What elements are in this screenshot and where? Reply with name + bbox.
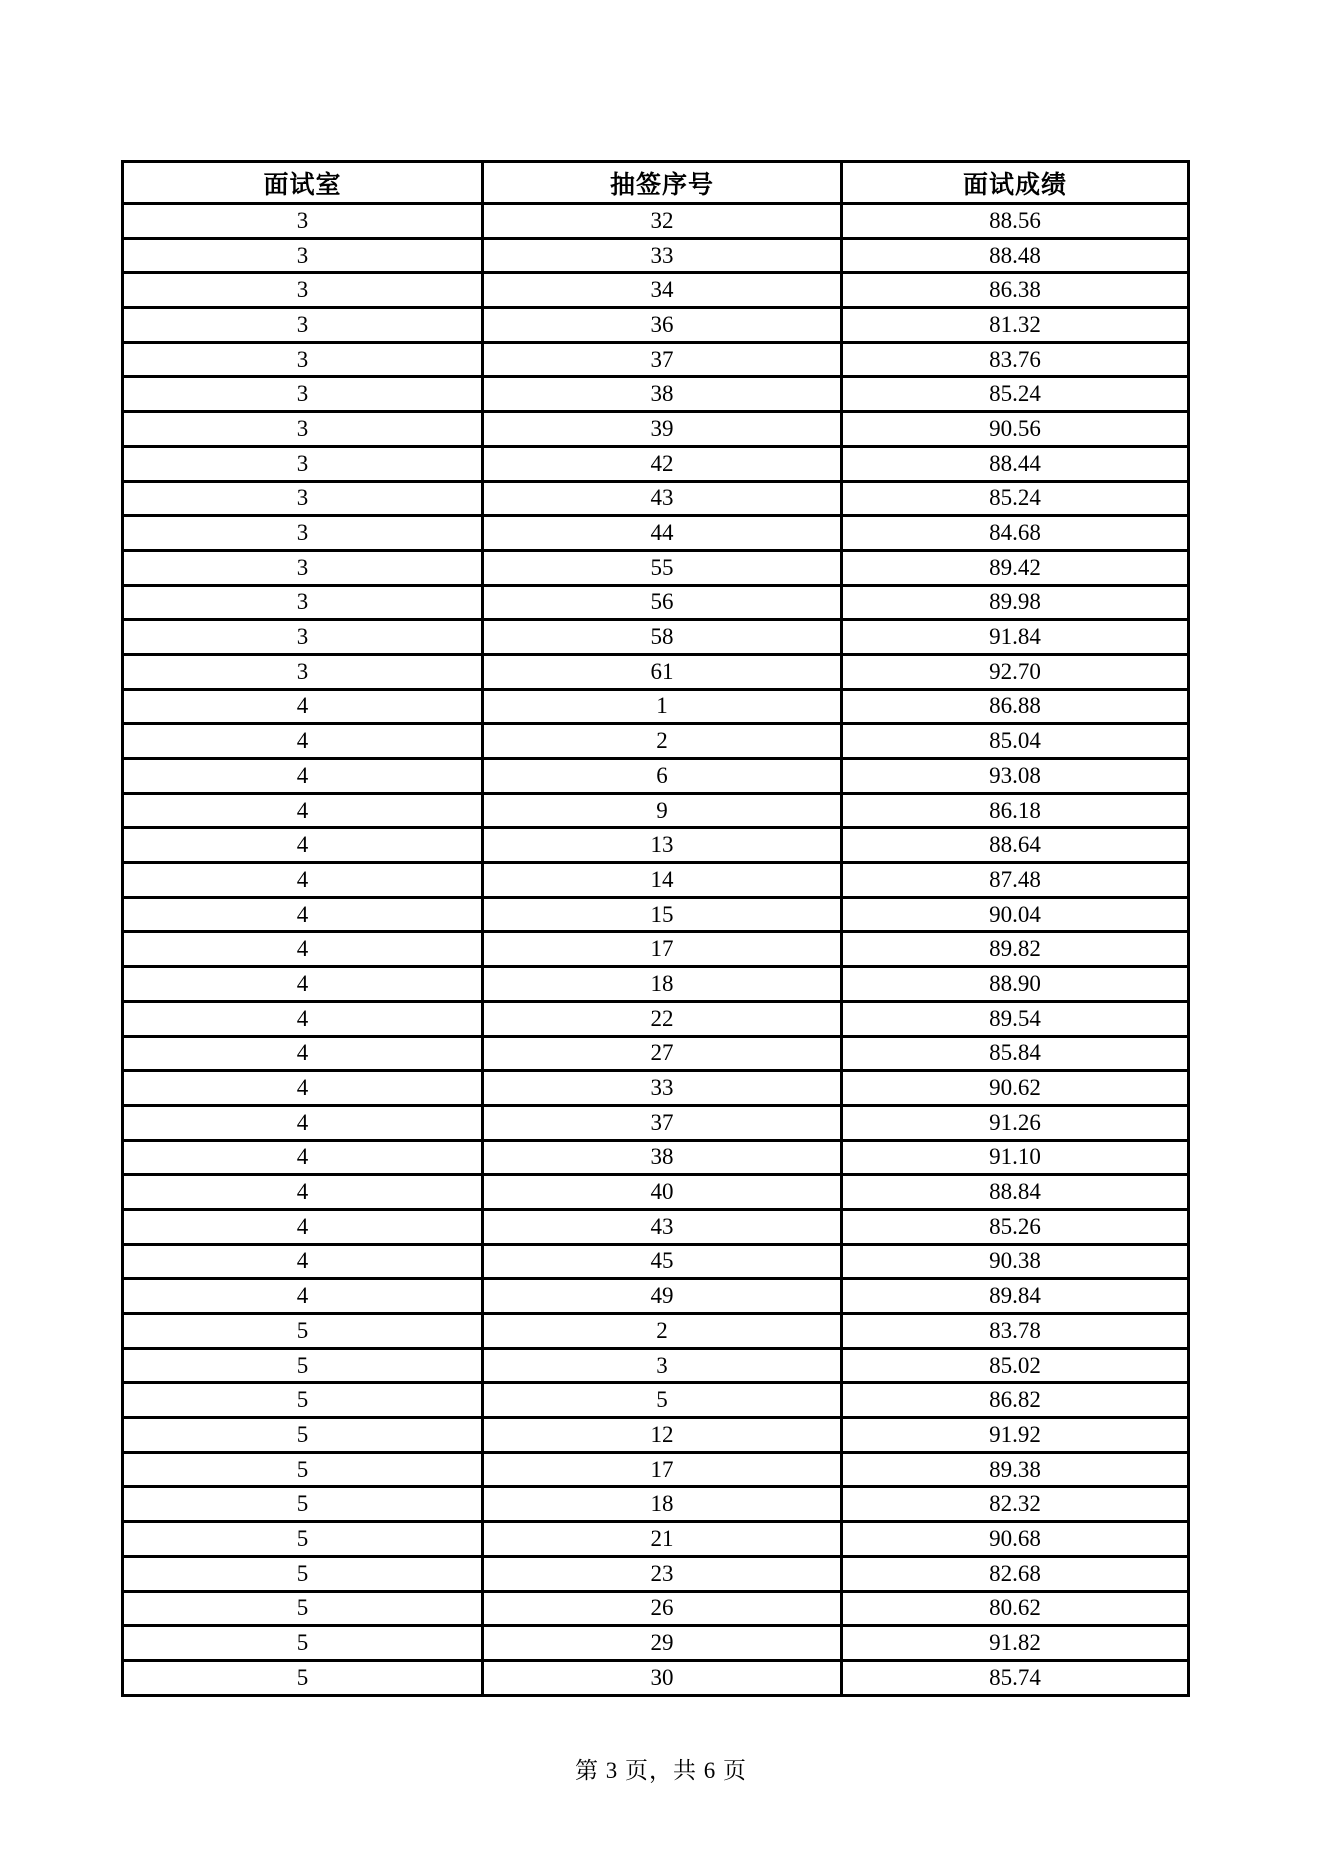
cell-interview-score: 90.56 [842,412,1189,447]
cell-draw-number: 37 [483,342,842,377]
cell-interview-score: 89.38 [842,1452,1189,1487]
table-header-row [123,162,1189,204]
cell-interview-room: 4 [123,1244,483,1279]
table-row [123,1244,1189,1279]
cell-interview-score: 85.26 [842,1209,1189,1244]
cell-interview-score: 90.04 [842,897,1189,932]
cell-interview-score: 84.68 [842,516,1189,551]
cell-draw-number: 38 [483,377,842,412]
cell-interview-score: 85.74 [842,1660,1189,1695]
cell-draw-number: 45 [483,1244,842,1279]
cell-draw-number: 36 [483,308,842,343]
cell-draw-number: 39 [483,412,842,447]
table-row [123,1348,1189,1383]
table-row [123,1105,1189,1140]
table-body [123,204,1189,1696]
cell-interview-score: 91.92 [842,1418,1189,1453]
cell-draw-number: 58 [483,620,842,655]
cell-interview-room: 3 [123,308,483,343]
cell-interview-room: 4 [123,863,483,898]
table-row [123,550,1189,585]
cell-interview-score: 88.90 [842,967,1189,1002]
table-row [123,1522,1189,1557]
cell-draw-number: 43 [483,1209,842,1244]
col-header-draw-number: 抽签序号 [483,162,842,204]
cell-interview-room: 4 [123,1105,483,1140]
table-row [123,1626,1189,1661]
cell-interview-room: 4 [123,1036,483,1071]
cell-interview-room: 5 [123,1348,483,1383]
cell-interview-score: 93.08 [842,759,1189,794]
cell-interview-room: 5 [123,1591,483,1626]
cell-interview-score: 86.18 [842,793,1189,828]
cell-interview-room: 3 [123,550,483,585]
cell-interview-room: 3 [123,377,483,412]
table-row [123,377,1189,412]
table-row [123,342,1189,377]
cell-interview-room: 5 [123,1314,483,1349]
cell-interview-room: 4 [123,689,483,724]
cell-draw-number: 49 [483,1279,842,1314]
table-row [123,1279,1189,1314]
cell-draw-number: 27 [483,1036,842,1071]
cell-interview-room: 4 [123,828,483,863]
table-row [123,1383,1189,1418]
cell-draw-number: 17 [483,932,842,967]
cell-interview-score: 81.32 [842,308,1189,343]
table-row [123,1175,1189,1210]
cell-interview-room: 4 [123,897,483,932]
cell-interview-score: 88.48 [842,238,1189,273]
cell-interview-score: 88.44 [842,446,1189,481]
cell-draw-number: 56 [483,585,842,620]
cell-interview-room: 3 [123,273,483,308]
table-row [123,1001,1189,1036]
cell-interview-room: 4 [123,759,483,794]
table-row [123,273,1189,308]
cell-interview-room: 4 [123,1279,483,1314]
cell-draw-number: 32 [483,204,842,239]
cell-draw-number: 26 [483,1591,842,1626]
table-row [123,1071,1189,1106]
cell-interview-room: 4 [123,1175,483,1210]
cell-interview-score: 85.84 [842,1036,1189,1071]
cell-interview-room: 4 [123,793,483,828]
table-row [123,204,1189,239]
cell-draw-number: 29 [483,1626,842,1661]
cell-draw-number: 15 [483,897,842,932]
cell-interview-score: 88.64 [842,828,1189,863]
table-row [123,585,1189,620]
cell-draw-number: 2 [483,1314,842,1349]
cell-draw-number: 30 [483,1660,842,1695]
cell-draw-number: 40 [483,1175,842,1210]
table-row [123,793,1189,828]
table-row [123,1314,1189,1349]
table-row [123,897,1189,932]
table-row [123,1556,1189,1591]
cell-interview-score: 85.24 [842,481,1189,516]
cell-interview-score: 89.98 [842,585,1189,620]
cell-interview-room: 5 [123,1556,483,1591]
cell-draw-number: 3 [483,1348,842,1383]
table-row [123,412,1189,447]
cell-interview-score: 86.38 [842,273,1189,308]
cell-draw-number: 13 [483,828,842,863]
cell-interview-score: 90.38 [842,1244,1189,1279]
cell-draw-number: 14 [483,863,842,898]
cell-interview-room: 3 [123,446,483,481]
cell-draw-number: 9 [483,793,842,828]
cell-interview-room: 3 [123,412,483,447]
cell-interview-room: 4 [123,932,483,967]
cell-interview-room: 3 [123,238,483,273]
cell-draw-number: 1 [483,689,842,724]
table-row [123,308,1189,343]
cell-draw-number: 38 [483,1140,842,1175]
cell-interview-score: 87.48 [842,863,1189,898]
table-row [123,724,1189,759]
cell-draw-number: 42 [483,446,842,481]
cell-draw-number: 6 [483,759,842,794]
cell-interview-score: 90.68 [842,1522,1189,1557]
cell-interview-score: 88.84 [842,1175,1189,1210]
cell-interview-room: 4 [123,724,483,759]
table-row [123,689,1189,724]
table-row [123,238,1189,273]
cell-interview-score: 89.84 [842,1279,1189,1314]
cell-interview-score: 86.82 [842,1383,1189,1418]
table-row [123,654,1189,689]
cell-interview-room: 3 [123,585,483,620]
cell-draw-number: 18 [483,967,842,1002]
cell-interview-room: 5 [123,1660,483,1695]
cell-draw-number: 34 [483,273,842,308]
cell-interview-score: 83.76 [842,342,1189,377]
table-row [123,1209,1189,1244]
page-number-footer: 第 3 页，共 6 页 [575,1758,747,1783]
col-header-interview-room: 面试室 [123,162,483,204]
cell-draw-number: 2 [483,724,842,759]
cell-interview-room: 5 [123,1452,483,1487]
cell-draw-number: 33 [483,1071,842,1106]
cell-interview-score: 89.54 [842,1001,1189,1036]
table-row [123,1036,1189,1071]
table-row [123,828,1189,863]
table-row [123,481,1189,516]
cell-draw-number: 23 [483,1556,842,1591]
cell-interview-score: 89.42 [842,550,1189,585]
cell-draw-number: 61 [483,654,842,689]
cell-interview-room: 5 [123,1487,483,1522]
cell-interview-score: 85.04 [842,724,1189,759]
cell-interview-room: 5 [123,1626,483,1661]
table-row [123,1487,1189,1522]
cell-interview-room: 4 [123,1209,483,1244]
table-row [123,516,1189,551]
table-row [123,967,1189,1002]
cell-interview-room: 4 [123,967,483,1002]
cell-interview-score: 88.56 [842,204,1189,239]
cell-draw-number: 43 [483,481,842,516]
cell-interview-score: 91.26 [842,1105,1189,1140]
cell-interview-score: 91.84 [842,620,1189,655]
interview-score-table [121,160,1190,1697]
cell-interview-room: 4 [123,1140,483,1175]
cell-interview-room: 4 [123,1001,483,1036]
cell-interview-score: 82.32 [842,1487,1189,1522]
cell-interview-room: 3 [123,516,483,551]
cell-interview-score: 83.78 [842,1314,1189,1349]
cell-interview-room: 3 [123,204,483,239]
table-row [123,1452,1189,1487]
cell-draw-number: 21 [483,1522,842,1557]
cell-interview-room: 5 [123,1418,483,1453]
cell-interview-score: 89.82 [842,932,1189,967]
cell-draw-number: 18 [483,1487,842,1522]
cell-draw-number: 33 [483,238,842,273]
table-row [123,620,1189,655]
cell-interview-score: 90.62 [842,1071,1189,1106]
cell-draw-number: 5 [483,1383,842,1418]
table-row [123,759,1189,794]
cell-interview-score: 85.24 [842,377,1189,412]
cell-interview-room: 3 [123,342,483,377]
cell-interview-score: 91.10 [842,1140,1189,1175]
cell-draw-number: 22 [483,1001,842,1036]
cell-interview-room: 5 [123,1383,483,1418]
cell-draw-number: 37 [483,1105,842,1140]
cell-interview-score: 92.70 [842,654,1189,689]
table-row [123,1140,1189,1175]
cell-draw-number: 17 [483,1452,842,1487]
cell-interview-score: 86.88 [842,689,1189,724]
cell-draw-number: 55 [483,550,842,585]
cell-interview-room: 4 [123,1071,483,1106]
table-row [123,1660,1189,1695]
cell-interview-score: 91.82 [842,1626,1189,1661]
cell-interview-score: 82.68 [842,1556,1189,1591]
col-header-interview-score: 面试成绩 [842,162,1189,204]
table-row [123,932,1189,967]
table-row [123,446,1189,481]
table-row [123,1418,1189,1453]
cell-interview-room: 3 [123,481,483,516]
cell-draw-number: 44 [483,516,842,551]
table-row [123,863,1189,898]
cell-draw-number: 12 [483,1418,842,1453]
table-row [123,1591,1189,1626]
cell-interview-room: 3 [123,654,483,689]
cell-interview-room: 5 [123,1522,483,1557]
cell-interview-room: 3 [123,620,483,655]
cell-interview-score: 85.02 [842,1348,1189,1383]
cell-interview-score: 80.62 [842,1591,1189,1626]
